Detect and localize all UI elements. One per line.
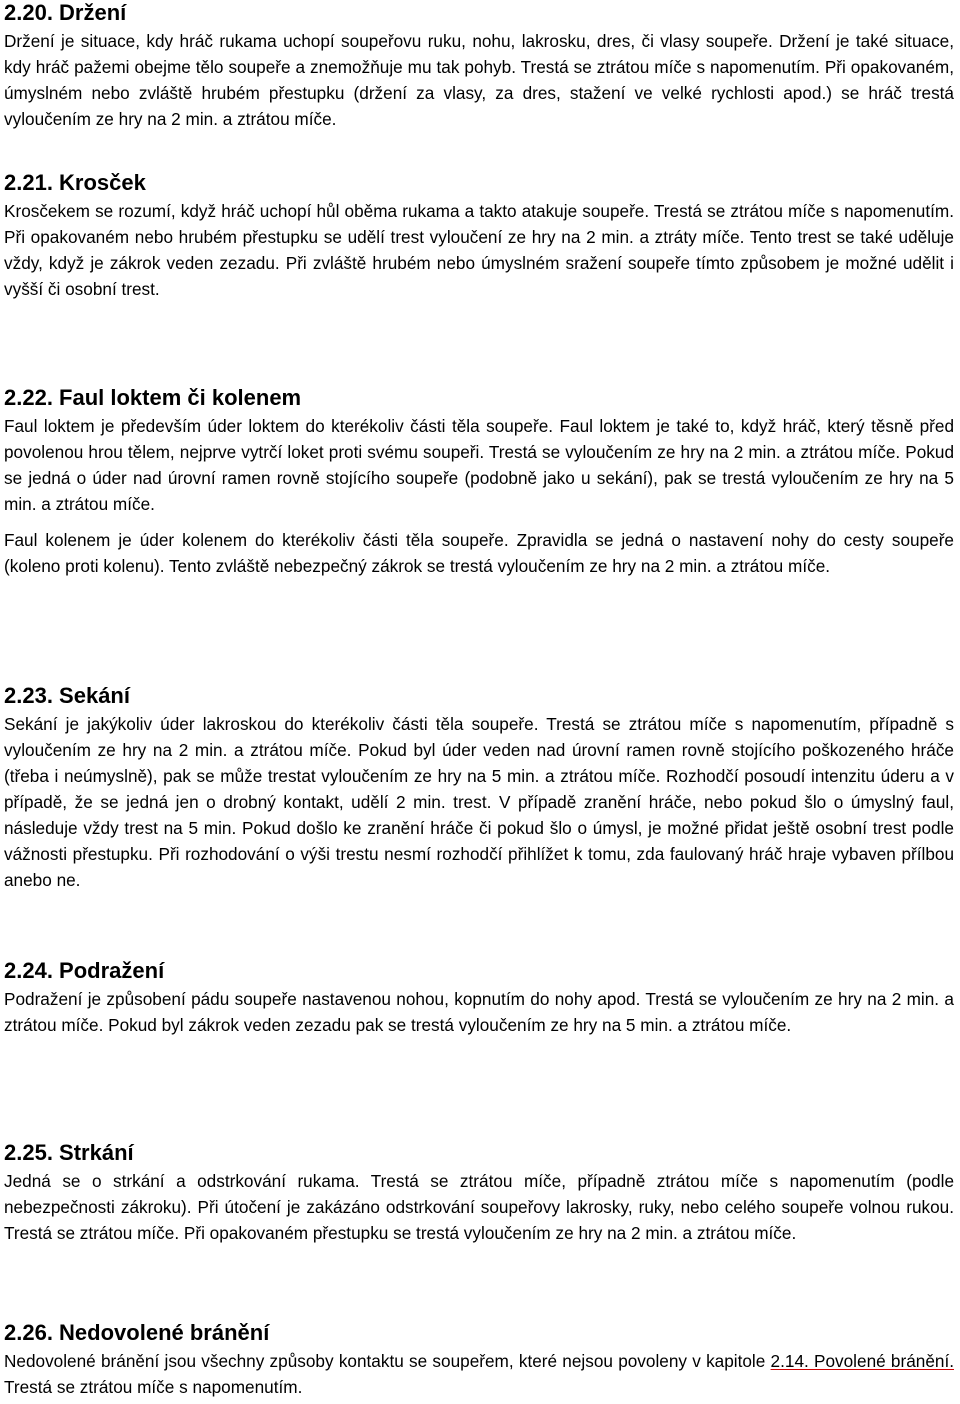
section-paragraph: Faul kolenem je úder kolenem do kterékoliv části těla soupeře. Zpravidla se jedná o nastavení nohy do cesty soupeře (koleno proti kolenu). Tento zvláště nebezpečný zákrok se trestá vyloučením ze hry na 2 min. a ztrátou míče. xyxy=(4,530,954,576)
section-2-24 xyxy=(4,958,954,1038)
section-heading: 2.22. Faul loktem či kolenem xyxy=(4,385,302,410)
section-2-25 xyxy=(4,1140,954,1246)
section-2-22 xyxy=(4,385,954,579)
section-paragraph: Faul loktem je především úder loktem do kterékoliv části těla soupeře. Faul loktem je také to, když hráč, který těsně před povolenou hrou tělem, nejprve vytrčí loket proti svému soupeři. Trestá se vyloučením ze hry na 2 min. a ztrátou míče. Pokud se jedná o úder nad úrovní ramen rovně stojícího soupeře (podobně jako u sekání), pak se trestá vyloučením ze hry na 5 min. a ztrátou míče. xyxy=(4,416,954,514)
section-paragraph: Jedná se o strkání a odstrkování rukama. Trestá se ztrátou míče, případně ztrátou míče s napomenutím (podle nebezpečnosti zákroku). Při útočení je zakázáno odstrkování soupeřovy lakrosky, ruky, nebo celého soupeře volnou rukou. Trestá se ztrátou míče. Při opakovaném přestupku se trestá vyloučením ze hry na 2 min. a ztrátou míče. xyxy=(4,1171,954,1243)
paragraph-text: Trestá se ztrátou míče s napomenutím. xyxy=(4,1377,303,1397)
section-2-23 xyxy=(4,683,954,893)
chapter-link[interactable]: 2.14. Povolené bránění. xyxy=(770,1351,954,1371)
section-heading: 2.23. Sekání xyxy=(4,683,130,708)
paragraph-text: Nedovolené bránění jsou všechny způsoby kontaktu se soupeřem, které nejsou povoleny v kapitole xyxy=(4,1351,771,1371)
section-2-21 xyxy=(4,170,954,302)
section-paragraph: Sekání je jakýkoliv úder lakroskou do kterékoliv části těla soupeře. Trestá se ztrátou míče s napomenutím, případně s vyloučením ze hry na 2 min. a ztrátou míče. Pokud byl úder veden nad úrovní ramen rovně stojícího poškozeného hráče (třeba i neúmyslně), pak se může trestat vyloučením ze hry na 5 min. a ztrátou míče. Rozhodčí posoudí intenzitu úderu a v případě, že se jedná jen o drobný kontakt, udělí 2 min. trest. V případě zranění hráče, nebo pokud šlo o úmyslný faul, následuje vždy trest na 5 min. Pokud došlo ke zranění hráče či pokud šlo o úmysl, je možné přidat ještě osobní trest podle vážnosti přestupku. Při rozhodování o výši trestu nesmí rozhodčí přihlížet k tomu, zda faulovaný hráč hraje vybaven přílbou anebo ne. xyxy=(4,714,954,890)
section-paragraph xyxy=(4,1348,954,1400)
section-heading: 2.20. Držení xyxy=(4,0,127,25)
section-paragraph: Krosčekem se rozumí, když hráč uchopí hůl oběma rukama a takto atakuje soupeře. Trestá se ztrátou míče s napomenutím. Při opakovaném nebo hrubém přestupku se udělí trest vyloučení ze hry na 2 min. a ztráty míče. Tento trest se také uděluje vždy, když je zákrok veden zezadu. Při zvláště hrubém nebo úmyslném sražení soupeře tímto způsobem je možné udělit i vyšší či osobní trest. xyxy=(4,201,954,299)
section-heading: 2.25. Strkání xyxy=(4,1140,134,1165)
section-2-20 xyxy=(4,0,954,132)
section-paragraph: Podražení je způsobení pádu soupeře nastavenou nohou, kopnutím do nohy apod. Trestá se vyloučením ze hry na 2 min. a ztrátou míče. Pokud byl zákrok veden zezadu pak se trestá vyloučením ze hry na 5 min. a ztrátou míče. xyxy=(4,989,954,1035)
section-2-26 xyxy=(4,1320,954,1400)
section-heading: 2.24. Podražení xyxy=(4,958,165,983)
section-heading: 2.21. Krosček xyxy=(4,170,146,195)
section-paragraph: Držení je situace, kdy hráč rukama uchopí soupeřovu ruku, nohu, lakrosku, dres, či vlasy soupeře. Držení je také situace, kdy hráč pažemi obejme tělo soupeře a znemožňuje mu tak pohyb. Trestá se ztrátou míče s napomenutím. Při opakovaném, úmyslném nebo zvláště hrubém přestupku (držení za vlasy, za dres, stažení ve velké rychlosti apod.) se hráč trestá vyloučením ze hry na 2 min. a ztrátou míče. xyxy=(4,31,954,129)
section-heading: 2.26. Nedovolené bránění xyxy=(4,1320,270,1345)
